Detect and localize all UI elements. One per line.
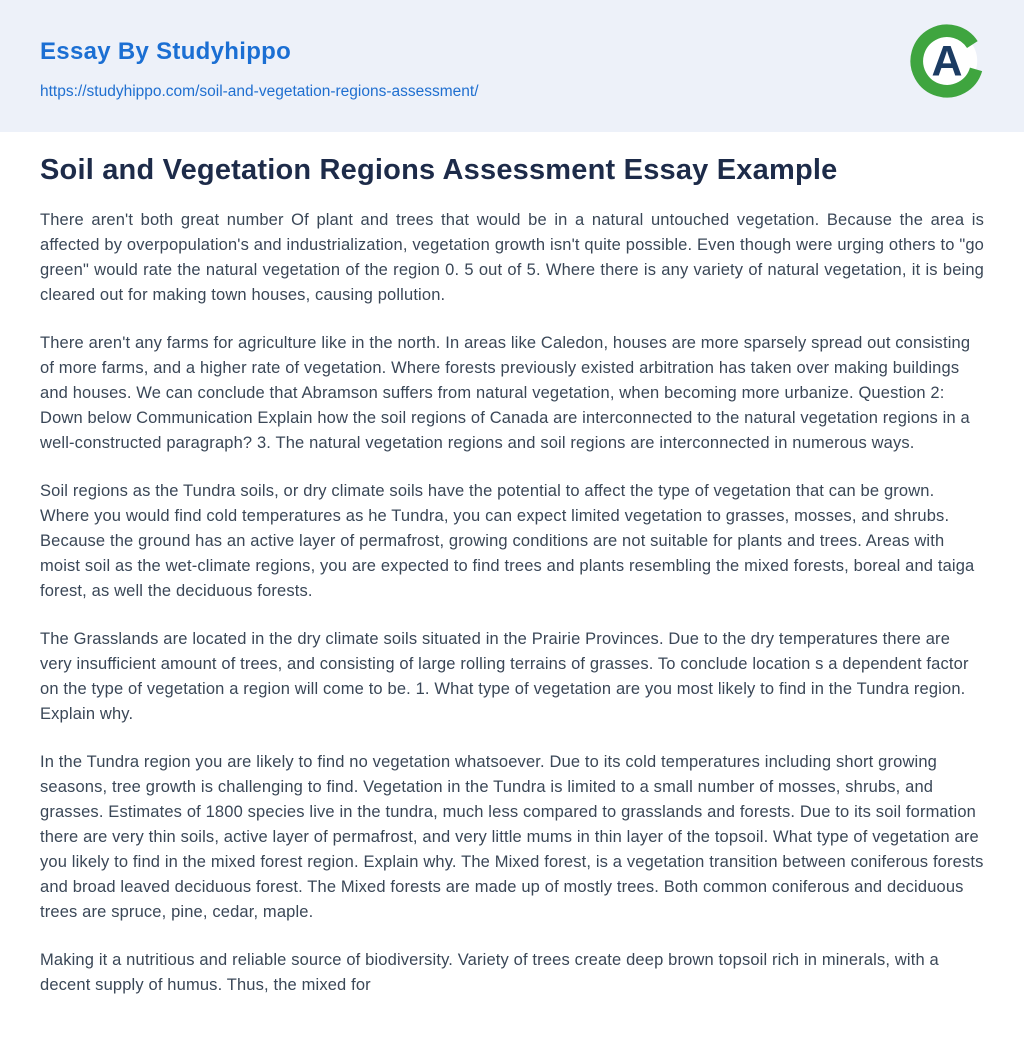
essay-paragraph: There aren't any farms for agriculture like in the north. In areas like Caledon, houses are more sparsely spread out consisting of more farms, and a higher rate of vegetation. Where forests previously existed arbitration has taken over making buildings and houses. We can conclude that Abramson suffers from natural vegetation, when becoming more urbanize. Question 2: Down below Communication Explain how the soil regions of Canada are interconnected to the natural vegetation regions in a well-constructed paragraph? 3. The natural vegetation regions and soil regions are interconnected in numerous ways. bbox=[40, 333, 971, 452]
canonical-url-link[interactable]: https://studyhippo.com/soil-and-vegetation-regions-assessment/ bbox=[40, 83, 479, 100]
main-content bbox=[0, 132, 1024, 998]
essay-paragraph: There aren't both great number Of plant and trees that would be in a natural untouched vegetation. Because the area is affected by overpopulation's and industrialization, vegetation growth isn't quite possible. Even though were urging others to "go green" would rate the natural vegetation of the region 0. 5 out of 5. Where there is any variety of natural vegetation, it is being cleared out for making town houses, causing pollution. bbox=[40, 210, 984, 304]
studyhippo-logo[interactable] bbox=[908, 22, 986, 100]
essay-body bbox=[40, 208, 984, 998]
page-title: Soil and Vegetation Regions Assessment Essay Example bbox=[40, 154, 838, 186]
essay-paragraph: The Grasslands are located in the dry climate soils situated in the Prairie Provinces. Due to the dry temperatures there are very insufficient amount of trees, and consisting of large rolling terrains of grasses. To conclude location s a dependent factor on the type of vegetation a region will come to be. 1. What type of vegetation are you most likely to find in the Tundra region. Explain why. bbox=[40, 629, 969, 723]
essay-paragraph: Soil regions as the Tundra soils, or dry climate soils have the potential to affect the type of vegetation that can be grown. Where you would find cold temperatures as he Tundra, you can expect limited vegetation to grasses, mosses, and shrubs. Because the ground has an active layer of permafrost, growing conditions are not suitable for plants and trees. Areas with moist soil as the wet-climate regions, you are expected to find trees and plants resembling the mixed forests, boreal and taiga forest, as well the deciduous forests. bbox=[40, 481, 975, 600]
logo-letter: A bbox=[931, 37, 963, 86]
page-header bbox=[0, 0, 1024, 132]
studyhippo-logo-icon bbox=[908, 22, 986, 100]
brand-title: Essay By Studyhippo bbox=[40, 38, 292, 65]
essay-paragraph: In the Tundra region you are likely to find no vegetation whatsoever. Due to its cold temperatures including short growing seasons, tree growth is challenging to find. Vegetation in the Tundra is limited to a small number of mosses, shrubs, and grasses. Estimates of 1800 species live in the tundra, much less compared to grasslands and forests. Due to its soil formation there are very thin soils, active layer of permafrost, and very little mums in thin layer of the topsoil. What type of vegetation are you likely to find in the mixed forest region. Explain why. The Mixed forest, is a vegetation transition between coniferous forests and broad leaved deciduous forest. The Mixed forests are made up of mostly trees. Both common coniferous and deciduous trees are spruce, pine, cedar, maple. bbox=[40, 752, 984, 921]
essay-paragraph: Making it a nutritious and reliable source of biodiversity. Variety of trees create deep brown topsoil rich in minerals, with a decent supply of humus. Thus, the mixed for bbox=[40, 950, 939, 994]
